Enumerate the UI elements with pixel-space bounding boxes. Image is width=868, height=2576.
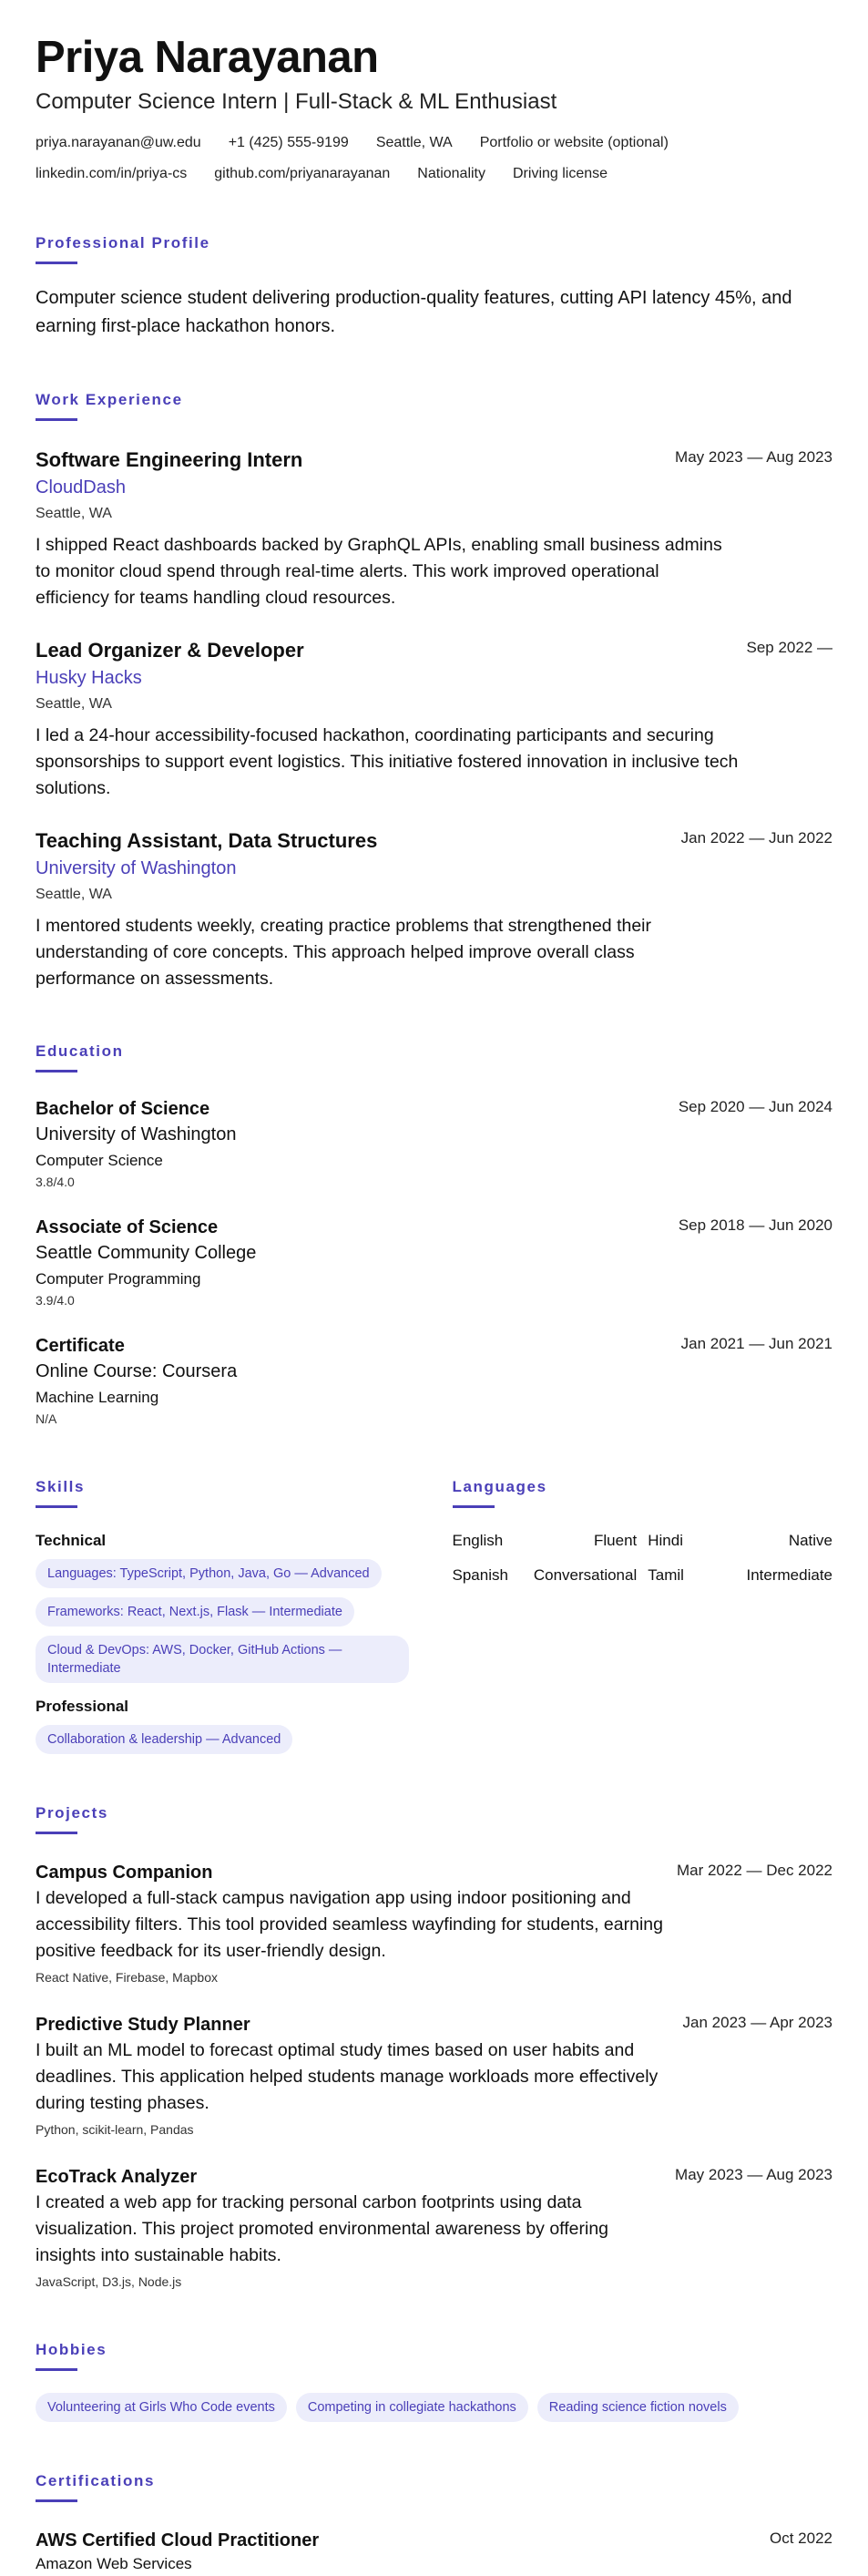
section-rule [453, 1505, 495, 1508]
skill-chip: Collaboration & leadership — Advanced [36, 1725, 292, 1754]
hobbies-section [36, 2340, 832, 2422]
language-item [453, 1565, 638, 1586]
skill-chip-list [36, 1559, 416, 1683]
hobby-chip: Reading science fiction novels [537, 2393, 739, 2422]
education-field: Computer Programming [36, 1270, 201, 1288]
project-entry [36, 2164, 832, 2291]
skill-group [36, 1696, 416, 1754]
education-date: Sep 2018 — Jun 2020 [678, 1216, 832, 1234]
work-organization: Husky Hacks [36, 668, 142, 688]
section-rule [36, 1070, 77, 1072]
section-rule [36, 262, 77, 264]
languages-section [453, 1477, 833, 1754]
project-entry [36, 2012, 832, 2139]
work-date: May 2023 — Aug 2023 [675, 448, 832, 466]
skills-languages-row [36, 1477, 832, 1754]
hobby-chip: Volunteering at Girls Who Code events [36, 2393, 287, 2422]
education-degree: Associate of Science [36, 1217, 219, 1237]
section-title: Hobbies [36, 2341, 107, 2358]
certification-date: Oct 2022 [770, 2530, 832, 2547]
language-item [648, 1530, 832, 1552]
candidate-name: Priya Narayanan [36, 33, 379, 82]
work-location: Seattle, WA [36, 696, 112, 712]
skill-chip: Languages: TypeScript, Python, Java, Go — Advanced [36, 1559, 382, 1588]
project-tech: React Native, Firebase, Mapbox [36, 1970, 218, 1985]
certification-name: AWS Certified Cloud Practitioner [36, 2530, 320, 2550]
candidate-headline: Computer Science Intern | Full-Stack & ML Enthusiast [36, 89, 557, 114]
language-name: Hindi [648, 1532, 683, 1549]
project-tech: Python, scikit-learn, Pandas [36, 2122, 194, 2137]
profile-summary: Computer science student delivering production-quality features, cutting API latency 45%, and earning first-place hackathon honors. [36, 288, 792, 336]
project-entry [36, 1860, 832, 1986]
language-name: English [452, 1532, 504, 1549]
certification-issuer: Amazon Web Services [36, 2555, 192, 2572]
language-list [453, 1530, 833, 1586]
profile-section [36, 233, 832, 341]
contact-linkedin[interactable]: linkedin.com/in/priya-cs [36, 166, 188, 181]
education-entry [36, 1096, 832, 1191]
education-field: Computer Science [36, 1152, 163, 1169]
language-name: Tamil [648, 1566, 684, 1584]
contact-email[interactable]: priya.narayanan@uw.edu [36, 135, 201, 150]
education-institution: Seattle Community College [36, 1243, 257, 1263]
education-institution: Online Course: Coursera [36, 1361, 238, 1381]
section-title: Skills [36, 1478, 86, 1495]
education-gpa: 3.9/4.0 [36, 1293, 75, 1308]
hobby-chip-list [36, 2393, 832, 2422]
language-level: Conversational [533, 1566, 638, 1584]
work-location: Seattle, WA [36, 887, 112, 902]
contact-phone[interactable]: +1 (425) 555-9199 [228, 135, 349, 150]
contact-driving-license: Driving license [513, 166, 608, 181]
skill-group-title: Professional [36, 1698, 129, 1715]
section-title: Certifications [36, 2472, 156, 2489]
education-entry [36, 1215, 832, 1309]
skill-group-title: Technical [36, 1532, 107, 1549]
resume-header [36, 31, 832, 184]
hobby-chip: Competing in collegiate hackathons [296, 2393, 528, 2422]
education-gpa: 3.8/4.0 [36, 1175, 75, 1189]
contact-github[interactable]: github.com/priyanarayanan [214, 166, 391, 181]
section-title: Education [36, 1042, 124, 1060]
education-degree: Bachelor of Science [36, 1099, 210, 1119]
section-title: Work Experience [36, 391, 183, 408]
work-date: Jan 2022 — Jun 2022 [680, 829, 832, 847]
contact-portfolio[interactable]: Portfolio or website (optional) [479, 135, 669, 150]
project-description: I developed a full-stack campus navigation app using indoor positioning and accessibility filters. This tool provided seamless wayfinding for students, earning positive feedback for its user-friendly design. [36, 1888, 663, 1961]
projects-section [36, 1803, 832, 2291]
work-role: Software Engineering Intern [36, 448, 303, 471]
education-degree: Certificate [36, 1336, 125, 1356]
education-date: Sep 2020 — Jun 2024 [678, 1098, 832, 1115]
section-title: Languages [452, 1478, 547, 1495]
contact-list [36, 133, 837, 184]
contact-nationality: Nationality [417, 166, 485, 181]
project-name: Predictive Study Planner [36, 2015, 250, 2035]
skill-chip: Frameworks: React, Next.js, Flask — Intermediate [36, 1597, 354, 1627]
project-date: Mar 2022 — Dec 2022 [676, 1862, 832, 1879]
work-description: I led a 24-hour accessibility-focused hackathon, coordinating participants and securing sponsorships to support event logistics. This initiative fostered innovation in inclusive tech solutions. [36, 725, 739, 798]
work-date: Sep 2022 — [746, 639, 832, 656]
education-field: Machine Learning [36, 1389, 159, 1406]
language-item [453, 1530, 638, 1552]
section-rule [36, 2368, 77, 2371]
language-level: Fluent [594, 1532, 638, 1549]
work-description: I shipped React dashboards backed by GraphQL APIs, enabling small business admins to monitor cloud spend through real-time alerts. This work improved operational efficiency for teams handling cloud resources. [36, 535, 722, 608]
section-rule [36, 418, 77, 421]
work-role: Teaching Assistant, Data Structures [36, 829, 378, 852]
project-date: May 2023 — Aug 2023 [675, 2166, 832, 2183]
skill-chip: Cloud & DevOps: AWS, Docker, GitHub Actions — Intermediate [36, 1636, 409, 1683]
section-rule [36, 1832, 77, 1834]
contact-location: Seattle, WA [375, 135, 453, 150]
work-entry [36, 446, 832, 611]
section-title: Projects [36, 1804, 108, 1822]
skill-chip-list [36, 1725, 416, 1754]
work-organization: University of Washington [36, 858, 237, 878]
education-section [36, 1042, 832, 1428]
education-entry [36, 1333, 832, 1428]
skill-group [36, 1530, 416, 1683]
work-entry [36, 637, 832, 802]
work-role: Lead Organizer & Developer [36, 639, 304, 662]
skills-section [36, 1477, 416, 1754]
project-date: Jan 2023 — Apr 2023 [682, 2014, 832, 2031]
language-level: Native [788, 1532, 832, 1549]
work-entry [36, 827, 832, 992]
language-level: Intermediate [746, 1566, 832, 1584]
education-gpa: N/A [36, 1411, 57, 1426]
certification-entry [36, 2528, 832, 2575]
certifications-section [36, 2471, 832, 2575]
work-description: I mentored students weekly, creating practice problems that strengthened their understanding of core concepts. This approach helped improve overall class performance on assessments. [36, 916, 651, 989]
project-name: Campus Companion [36, 1863, 213, 1883]
work-section [36, 390, 832, 992]
language-name: Spanish [452, 1566, 508, 1584]
education-institution: University of Washington [36, 1124, 237, 1144]
language-item [648, 1565, 832, 1586]
project-name: EcoTrack Analyzer [36, 2167, 198, 2187]
section-rule [36, 2499, 77, 2502]
work-location: Seattle, WA [36, 506, 112, 521]
project-description: I built an ML model to forecast optimal study times based on user habits and deadlines. This application helped students manage workloads more effectively during testing phases. [36, 2040, 659, 2113]
education-date: Jan 2021 — Jun 2021 [680, 1335, 832, 1352]
work-organization: CloudDash [36, 477, 126, 498]
project-tech: JavaScript, D3.js, Node.js [36, 2274, 182, 2289]
project-description: I created a web app for tracking personal carbon footprints using data visualization. This project promoted environmental awareness by offering insights into sustainable habits. [36, 2192, 609, 2265]
section-title: Professional Profile [36, 234, 210, 251]
section-rule [36, 1505, 77, 1508]
